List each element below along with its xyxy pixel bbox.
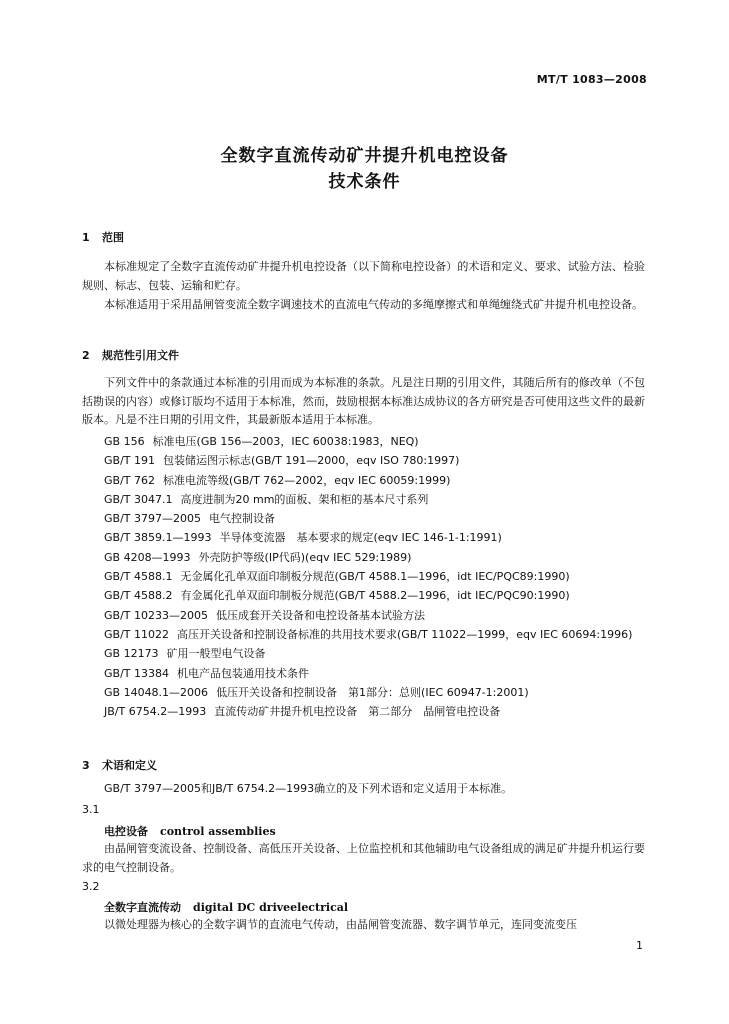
reference-item — [82, 625, 647, 644]
section-number: 2 — [82, 349, 90, 362]
reference-code: GB 156 — [104, 435, 145, 448]
terms-intro-text: GB/T 3797—2005和JB/T 6754.2—1993确立的及下列术语和定义适用于本标准。 — [104, 782, 513, 795]
reference-title: 标准电流等级(GB/T 762—2002，eqv IEC 60059:1999) — [163, 473, 451, 487]
section-1-heading — [82, 229, 124, 245]
scope-paragraph-2 — [82, 296, 645, 315]
reference-title: 半导体变流器 基本要求的规定(eqv IEC 146-1-1:1991) — [219, 531, 502, 545]
reference-code: GB/T 3859.1—1993 — [104, 531, 212, 545]
reference-code: GB/T 10233—2005 — [104, 608, 208, 622]
reference-title: 无金属化孔单双面印制板分规范(GB/T 4588.1—1996，idt IEC/PQC89:1990) — [180, 570, 570, 584]
reference-code: GB/T 762 — [104, 473, 155, 487]
term-chinese: 电控设备 — [104, 825, 148, 838]
reference-code: GB/T 13384 — [104, 666, 169, 680]
term-definition-text: 由晶闸管变流设备、控制设备、高低压开关设备、上位监控机和其他辅助电气设备组成的满足矿井提升机运行要求的电气控制设备。 — [82, 842, 645, 874]
reference-title: 直流传动矿井提升机电控设备 第二部分 晶闸管电控设备 — [214, 705, 501, 719]
reference-code: GB 14048.1—2006 — [104, 685, 209, 699]
reference-item — [82, 548, 652, 567]
reference-title: 低压成套开关设备和电控设备基本试验方法 — [215, 608, 425, 622]
reference-item — [82, 509, 652, 528]
term-english: digital DC driveelectrical — [193, 901, 349, 914]
section-number: 1 — [82, 231, 90, 244]
reference-title: 有金属化孔单双面印制板分规范(GB/T 4588.2—1996，idt IEC/PQC90:1990) — [180, 589, 570, 603]
scope-text-2: 本标准适用于采用晶闸管变流全数字调速技术的直流电气传动的多绳摩擦式和单绳缠绕式矿井提升机电控设备。 — [104, 298, 643, 311]
section-title: 术语和定义 — [102, 759, 157, 772]
reference-item — [82, 471, 652, 490]
reference-title: 高度进制为20 mm的面板、架和柜的基本尺寸系列 — [180, 492, 429, 506]
section-title: 规范性引用文件 — [102, 349, 179, 362]
reference-item — [82, 432, 652, 451]
normative-intro-text: 下列文件中的条款通过本标准的引用而成为本标准的条款。凡是注日期的引用文件，其随后所有的修改单（不包括勘误的内容）或修订版均不适用于本标准，然而，鼓励根据本标准达成协议的各方研究是否可使用这些文件的最新版本。凡是不注日期的引用文件，其最新版本适用于本标准。 — [82, 376, 645, 427]
reference-item — [82, 606, 652, 625]
reference-title: 包装储运图示标志(GB/T 191—2000，eqv ISO 780:1997) — [163, 454, 460, 468]
reference-code: GB/T 11022 — [104, 627, 169, 641]
term-definition — [82, 840, 645, 877]
reference-item — [82, 664, 652, 683]
reference-item — [82, 683, 652, 702]
normative-intro-paragraph — [82, 374, 645, 430]
term-entry — [104, 823, 276, 839]
reference-item — [82, 528, 652, 547]
section-2-heading — [82, 347, 179, 363]
reference-title: 矿用一般型电气设备 — [166, 647, 266, 661]
page-number: 1 — [636, 939, 643, 952]
reference-item — [82, 702, 652, 721]
reference-code: GB/T 191 — [104, 454, 155, 468]
reference-list — [82, 432, 652, 721]
reference-title: 外壳防护等级(IP代码)(eqv IEC 529:1989) — [198, 550, 412, 564]
reference-item — [82, 586, 652, 605]
reference-item — [82, 567, 652, 586]
reference-code: GB 4208—1993 — [104, 550, 191, 564]
reference-code: GB/T 3047.1 — [104, 492, 173, 506]
scope-paragraph-1 — [82, 258, 645, 295]
reference-item — [82, 451, 652, 470]
section-number: 3 — [82, 759, 90, 772]
reference-title: 机电产品包装通用技术条件 — [177, 666, 309, 680]
term-chinese: 全数字直流传动 — [104, 901, 181, 914]
reference-code: GB/T 4588.1 — [104, 570, 173, 584]
reference-title: 高压开关设备和控制设备标准的共用技术要求(GB/T 11022—1999，eqv IEC 60694:1996) — [177, 627, 633, 641]
scope-text-1: 本标准规定了全数字直流传动矿井提升机电控设备（以下简称电控设备）的术语和定义、要求、试验方法、检验规则、标志、包装、运输和贮存。 — [82, 260, 645, 292]
terms-intro-paragraph — [82, 780, 645, 799]
reference-code: GB/T 3797—2005 — [104, 512, 201, 526]
term-definition-text: 以微处理器为核心的全数字调节的直流电气传动，由晶闸管变流器、数字调节单元，连同变流变压 — [104, 918, 577, 931]
document-subtitle: 技术条件 — [328, 172, 401, 192]
reference-item — [82, 490, 652, 509]
clause-number: 3.2 — [82, 880, 100, 893]
section-3-heading — [82, 757, 157, 773]
standard-code: MT/T 1083—2008 — [536, 73, 647, 86]
reference-code: JB/T 6754.2—1993 — [104, 705, 207, 719]
reference-code: GB 12173 — [104, 647, 159, 661]
clause-number: 3.1 — [82, 803, 100, 816]
section-title: 范围 — [102, 231, 124, 244]
reference-title: 电气控制设备 — [208, 512, 275, 526]
reference-item — [82, 644, 652, 663]
term-english: control assemblies — [160, 825, 276, 838]
term-entry — [104, 899, 348, 915]
reference-title: 标准电压(GB 156—2003，IEC 60038:1983，NEQ) — [152, 435, 419, 448]
reference-code: GB/T 4588.2 — [104, 589, 173, 603]
document-title: 全数字直流传动矿井提升机电控设备 — [220, 146, 509, 166]
reference-title: 低压开关设备和控制设备 第1部分：总则(IEC 60947-1:2001) — [216, 685, 529, 699]
term-definition — [82, 916, 645, 935]
